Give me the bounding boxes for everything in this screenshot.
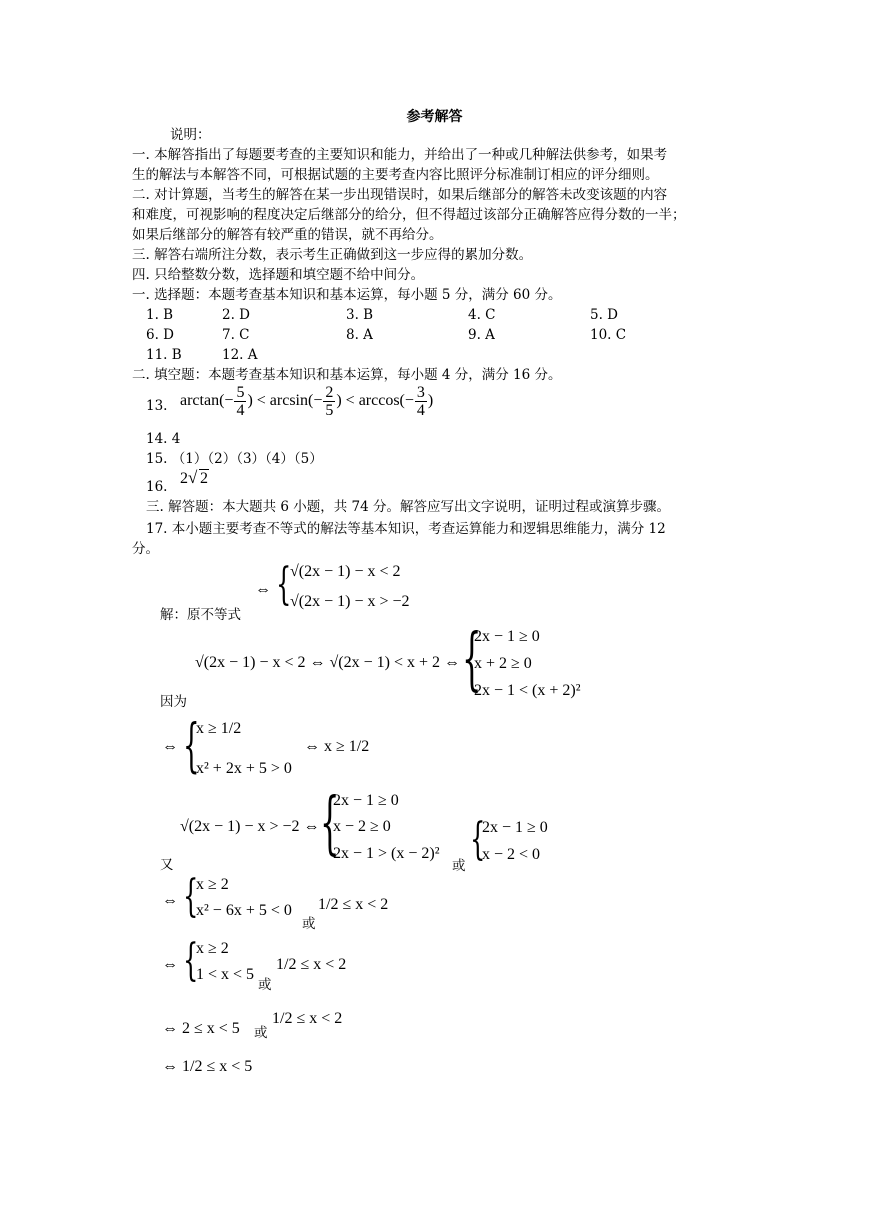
q13-den: 4 [416, 402, 425, 419]
choice-answer: 11. B [146, 347, 182, 363]
q15: 15. （1）（2）（3）（4）（5） [146, 451, 323, 467]
system-line: 2x − 1 > (x − 2)² [333, 845, 440, 862]
step-tail: 1/2 ≤ x < 2 [318, 896, 389, 913]
iff-symbol: ⇔ [162, 738, 178, 755]
iff-symbol: ⇔ [162, 956, 178, 973]
q13-num: 3 [416, 384, 425, 401]
q16-coef: 2 [180, 470, 188, 487]
left-brace: { [276, 559, 292, 610]
note-1a: 一. 本解答指出了每题要考查的主要知识和能力，并给出了一种或几种解法供参考，如果考 [132, 147, 668, 163]
system-line: 2x − 1 ≥ 0 [333, 792, 399, 809]
left-brace: { [320, 784, 340, 863]
system-line: x² + 2x + 5 > 0 [196, 760, 292, 777]
or-label: 或 [254, 1025, 268, 1041]
choice-heading: 一. 选择题：本题考查基本知识和基本运算，每小题 5 分，满分 60 分。 [132, 287, 562, 303]
q13-formula [180, 384, 433, 419]
step-line: √(2x − 1) − x < 2 ⇔ √(2x − 1) < x + 2 ⇔ [195, 654, 461, 671]
left-brace: { [462, 620, 482, 699]
system-line: x ≥ 2 [196, 940, 229, 957]
final-answer: ⇔ 1/2 ≤ x < 5 [162, 1058, 253, 1075]
q17-intro-a: 17. 本小题主要考查不等式的解法等基本知识，考查运算能力和逻辑思维能力，满分 12 [146, 521, 666, 537]
solve-heading: 三. 解答题：本大题共 6 小题，共 74 分。解答应写出文字说明，证明过程或演算步骤。 [146, 499, 671, 515]
choice-answer: 8. A [346, 327, 373, 343]
system-line: x² − 6x + 5 < 0 [196, 902, 292, 919]
left-brace: { [183, 711, 200, 779]
system-line: 2x − 1 ≥ 0 [482, 819, 548, 836]
system-line: 2x − 1 ≥ 0 [474, 628, 540, 645]
also-label: 又 [160, 857, 174, 873]
note-2a: 二. 对计算题，当考生的解答在某一步出现错误时，如果后继部分的解答未改变该题的内容 [132, 187, 668, 203]
or-label: 或 [452, 858, 466, 874]
left-brace: { [470, 814, 486, 865]
system-line: √(2x − 1) − x > −2 [290, 593, 410, 610]
q13-den: 5 [325, 402, 334, 419]
q16-label: 16. [146, 479, 168, 495]
note-4: 四. 只给整数分数，选择题和填空题不给中间分。 [132, 267, 425, 283]
choice-answer: 1. B [146, 307, 174, 323]
q16-formula [180, 470, 209, 488]
choice-answer: 2. D [222, 307, 250, 323]
q13-den: 4 [236, 402, 245, 419]
system-line: x − 2 < 0 [482, 846, 541, 863]
choice-answer: 3. B [346, 307, 374, 323]
step-line: ⇔ 2 ≤ x < 5 [162, 1020, 240, 1037]
system-line: x ≥ 1/2 [196, 720, 242, 737]
choice-answer: 5. D [590, 307, 618, 323]
solution-intro: 解：原不等式 [160, 607, 241, 623]
system-line: √(2x − 1) − x < 2 [290, 563, 401, 580]
system-line: 2x − 1 < (x + 2)² [474, 682, 581, 699]
or-label: 或 [302, 916, 316, 932]
q17-intro-b: 分。 [132, 541, 159, 557]
q13-part: arctan(− [180, 392, 234, 410]
system-line: x − 2 ≥ 0 [333, 818, 391, 835]
step-tail: 1/2 ≤ x < 2 [276, 956, 347, 973]
left-brace: { [183, 871, 199, 922]
q16-radicand: 2 [200, 470, 208, 487]
q14: 14. 4 [146, 431, 181, 447]
because-label: 因为 [160, 694, 187, 710]
choice-answer: 4. C [468, 307, 496, 323]
q13-num: 2 [325, 384, 334, 401]
q13-label: 13. [146, 398, 168, 414]
choice-answer: 9. A [468, 327, 495, 343]
step-result: ⇔ x ≥ 1/2 [304, 738, 370, 755]
left-brace: { [183, 935, 199, 986]
or-label: 或 [258, 977, 272, 993]
page-title: 参考解答 [406, 109, 463, 125]
q13-num: 5 [236, 384, 245, 401]
system-line: 1 < x < 5 [196, 966, 255, 983]
step-tail: 1/2 ≤ x < 2 [272, 1010, 343, 1027]
q13-part: ) [427, 392, 434, 410]
note-3: 三. 解答右端所注分数，表示考生正确做到这一步应得的累加分数。 [132, 247, 533, 263]
choice-answer: 10. C [590, 327, 627, 343]
note-1b: 生的解法与本解答不同，可根据试题的主要考查内容比照评分标准制订相应的评分细则。 [132, 167, 659, 183]
system-line: x + 2 ≥ 0 [474, 655, 532, 672]
note-2b: 和难度，可视影响的程度决定后继部分的给分，但不得超过该部分正确解答应得分数的一半； [132, 207, 686, 223]
iff-symbol: ⇔ [162, 892, 178, 909]
choice-answer: 12. A [222, 347, 258, 363]
system-line: x ≥ 2 [196, 876, 229, 893]
notes-heading: 说明： [170, 127, 211, 143]
choice-answer: 6. D [146, 327, 174, 343]
fill-heading: 二. 填空题：本题考查基本知识和基本运算，每小题 4 分，满分 16 分。 [132, 367, 562, 383]
note-2c: 如果后继部分的解答有较严重的错误，就不再给分。 [132, 227, 443, 243]
choice-answer: 7. C [222, 327, 250, 343]
iff-symbol: ⇔ [255, 581, 271, 598]
q13-part: ) < arccos(− [336, 392, 414, 410]
q13-part: ) < arcsin(− [247, 392, 323, 410]
step-line: √(2x − 1) − x > −2 ⇔ [180, 818, 320, 835]
